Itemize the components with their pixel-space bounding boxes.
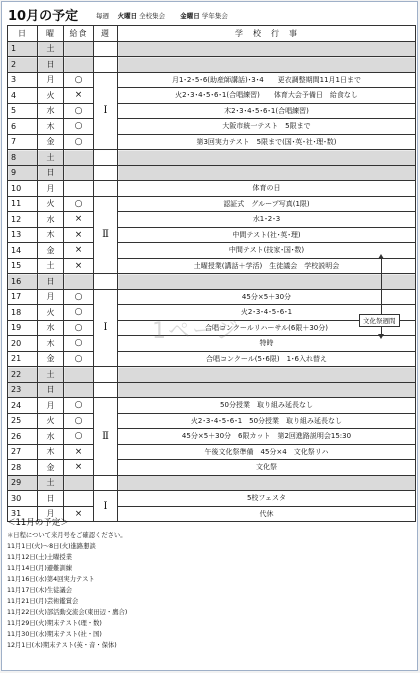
week-cell: Ⅰ [94, 72, 118, 150]
lunch-cell: ○ [64, 429, 94, 445]
date-cell: 7 [8, 134, 38, 150]
event-cell: 特時 [118, 336, 416, 352]
table-row [8, 429, 416, 445]
event-cell [118, 41, 416, 57]
page-title: 10月の予定 [8, 9, 79, 24]
week-cell [94, 367, 118, 383]
lunch-cell [64, 367, 94, 383]
week-cell [94, 150, 118, 166]
week-cell [94, 181, 118, 197]
header-week: 週 [94, 26, 118, 42]
table-row [8, 41, 416, 57]
event-cell: 火2･3･4･5･6･1 50分授業 取り組み延長なし [118, 413, 416, 429]
date-cell: 24 [8, 398, 38, 414]
lunch-cell: ○ [64, 103, 94, 119]
november-title: ＜11月の予定＞ [7, 518, 69, 528]
weekday-cell: 土 [38, 258, 64, 274]
header-event: 学 校 行 事 [118, 26, 416, 42]
lunch-cell: ○ [64, 413, 94, 429]
event-cell: 水1･2･3 [118, 212, 416, 228]
event-cell: 木2･3･4･5･6･1(合唱練習) [118, 103, 416, 119]
lunch-cell: ○ [64, 72, 94, 88]
event-cell: 中間テスト(社･英･理) [118, 227, 416, 243]
event-cell: 合唱コンクールリハーサル(6限＋30分) [118, 320, 416, 336]
lunch-cell: × [64, 258, 94, 274]
november-item: 11月16日(水)第4回実力テスト [7, 576, 95, 583]
date-cell: 14 [8, 243, 38, 259]
event-cell: 50分授業 取り組み延長なし [118, 398, 416, 414]
weekday-cell: 木 [38, 336, 64, 352]
table-row [8, 134, 416, 150]
date-cell: 11 [8, 196, 38, 212]
date-cell: 22 [8, 367, 38, 383]
lunch-cell: ○ [64, 398, 94, 414]
table-row [8, 57, 416, 73]
date-cell: 5 [8, 103, 38, 119]
november-item: 11月30日(水)期末テスト(社・国) [7, 631, 102, 638]
weekday-cell: 水 [38, 103, 64, 119]
arrow-down-icon [378, 334, 384, 339]
lunch-cell: ○ [64, 336, 94, 352]
date-cell: 10 [8, 181, 38, 197]
table-row [8, 212, 416, 228]
weekday-cell: 日 [38, 491, 64, 507]
header-day: 曜 [38, 26, 64, 42]
date-cell: 20 [8, 336, 38, 352]
event-cell: 45分×5＋30分 [118, 289, 416, 305]
date-cell: 19 [8, 320, 38, 336]
meeting-prefix: 毎週 [96, 12, 109, 20]
event-cell: 中間テスト(技家･国･数) [118, 243, 416, 259]
event-cell: 合唱コンクール(5･6限) 1･6入れ替え [118, 351, 416, 367]
tuesday-event: 全校集会 [139, 12, 166, 20]
event-cell: 体育の日 [118, 181, 416, 197]
date-cell: 6 [8, 119, 38, 135]
november-item: 11月29日(火)期末テスト(理・数) [7, 620, 102, 627]
event-cell: 午後文化祭準備 45分×4 文化祭リハ [118, 444, 416, 460]
date-cell: 9 [8, 165, 38, 181]
weekday-cell: 日 [38, 57, 64, 73]
week-cell [94, 165, 118, 181]
week-cell [94, 382, 118, 398]
event-cell [118, 274, 416, 290]
lunch-cell [64, 150, 94, 166]
event-cell [118, 57, 416, 73]
date-cell: 2 [8, 57, 38, 73]
event-cell: 文化祭 [118, 460, 416, 476]
weekday-cell: 土 [38, 367, 64, 383]
event-cell: 認証式 グループ写真(1限) [118, 196, 416, 212]
week-cell [94, 41, 118, 57]
lunch-cell [64, 475, 94, 491]
date-cell: 3 [8, 72, 38, 88]
weekday-cell: 金 [38, 351, 64, 367]
weekday-cell: 月 [38, 181, 64, 197]
november-item: 11月17日(木)生徒議会 [7, 587, 73, 594]
weekday-cell: 月 [38, 72, 64, 88]
lunch-cell: ○ [64, 289, 94, 305]
lunch-cell: × [64, 243, 94, 259]
week-cell: Ⅰ [94, 289, 118, 367]
event-cell [118, 165, 416, 181]
lunch-cell: × [64, 227, 94, 243]
november-item: 11月14日(月)避難訓練 [7, 565, 73, 572]
lunch-cell: ○ [64, 119, 94, 135]
date-cell: 28 [8, 460, 38, 476]
date-cell: 8 [8, 150, 38, 166]
lunch-cell: ○ [64, 351, 94, 367]
lunch-cell [64, 491, 94, 507]
table-row [8, 351, 416, 367]
lunch-cell: × [64, 88, 94, 104]
date-cell: 17 [8, 289, 38, 305]
schedule-sheet [1, 1, 418, 671]
weekday-cell: 土 [38, 41, 64, 57]
weekday-cell: 水 [38, 320, 64, 336]
week-cell [94, 475, 118, 491]
weekday-cell: 木 [38, 444, 64, 460]
table-header-row [8, 26, 416, 42]
event-cell: 大阪市統一テスト 5限まで [118, 119, 416, 135]
table-row [8, 72, 416, 88]
table-row [8, 413, 416, 429]
weekday-cell: 火 [38, 305, 64, 321]
weekday-cell: 火 [38, 88, 64, 104]
date-cell: 4 [8, 88, 38, 104]
table-row [8, 460, 416, 476]
lunch-cell: × [64, 460, 94, 476]
table-row [8, 491, 416, 507]
weekday-cell: 金 [38, 243, 64, 259]
weekday-cell: 土 [38, 150, 64, 166]
lunch-cell [64, 41, 94, 57]
friday-event: 学年集会 [201, 12, 228, 20]
weekday-cell: 金 [38, 460, 64, 476]
event-cell: 土曜授業(講話＋学活) 生徒議会 学校説明会 [118, 258, 416, 274]
weekly-meeting-note [96, 11, 228, 20]
november-item: 12月1日(木)期末テスト(英・音・保体) [7, 642, 117, 649]
table-row [8, 258, 416, 274]
lunch-cell: ○ [64, 320, 94, 336]
event-cell: 45分×5＋30分 6限カット 第2回進路説明会15:30 [118, 429, 416, 445]
november-item: ＊日程について来月号をご確認ください。 [7, 532, 127, 539]
weekday-cell: 火 [38, 413, 64, 429]
header-meal: 給食 [64, 26, 94, 42]
event-cell: 第3回実力テスト 5限まで(国･英･社･理･数) [118, 134, 416, 150]
weekday-cell: 火 [38, 196, 64, 212]
weekday-cell: 木 [38, 119, 64, 135]
lunch-cell: ○ [64, 305, 94, 321]
date-cell: 18 [8, 305, 38, 321]
october-schedule-table [7, 25, 416, 522]
lunch-cell: ○ [64, 134, 94, 150]
table-body [8, 41, 416, 522]
table-row [8, 88, 416, 104]
november-item: 11月22日(火)部活動交流会(東田辺・鷹合) [7, 609, 128, 616]
weekday-cell: 水 [38, 429, 64, 445]
date-cell: 30 [8, 491, 38, 507]
week-cell: Ⅱ [94, 398, 118, 476]
table-row [8, 165, 416, 181]
lunch-cell [64, 57, 94, 73]
table-row [8, 119, 416, 135]
event-cell: 月1･2･5･6(助産師講話)･3･4 更衣調整期間11月1日まで [118, 72, 416, 88]
culture-period-label: 文化祭週間 [359, 314, 400, 327]
weekday-cell: 月 [38, 398, 64, 414]
date-cell: 1 [8, 41, 38, 57]
date-cell: 27 [8, 444, 38, 460]
date-cell: 21 [8, 351, 38, 367]
event-cell: 代休 [118, 506, 416, 522]
header [6, 5, 416, 25]
date-cell: 12 [8, 212, 38, 228]
weekday-cell: 金 [38, 134, 64, 150]
date-cell: 31 [8, 506, 38, 522]
date-cell: 29 [8, 475, 38, 491]
weekday-cell: 日 [38, 382, 64, 398]
lunch-cell [64, 382, 94, 398]
table-row [8, 227, 416, 243]
weekday-cell: 日 [38, 274, 64, 290]
table-row [8, 181, 416, 197]
date-cell: 26 [8, 429, 38, 445]
event-cell [118, 475, 416, 491]
table-row [8, 103, 416, 119]
table-row [8, 274, 416, 290]
lunch-cell: ○ [64, 196, 94, 212]
lunch-cell [64, 181, 94, 197]
table-row [8, 243, 416, 259]
event-cell [118, 382, 416, 398]
date-cell: 13 [8, 227, 38, 243]
table-row [8, 398, 416, 414]
lunch-cell: × [64, 506, 94, 522]
week-cell [94, 274, 118, 290]
weekday-cell: 日 [38, 165, 64, 181]
event-cell [118, 367, 416, 383]
weekday-cell: 木 [38, 227, 64, 243]
november-item: 11月12日(土)土曜授業 [7, 554, 73, 561]
lunch-cell [64, 165, 94, 181]
event-cell: 火2･3･4･5･6･1(合唱練習) 体育大会予備日 給食なし [118, 88, 416, 104]
header-date: 日 [8, 26, 38, 42]
november-item: 11月1日(火)～8日(火)進路懇談 [7, 543, 96, 550]
week-cell: Ⅰ [94, 491, 118, 522]
week-cell: Ⅱ [94, 196, 118, 274]
table-row [8, 367, 416, 383]
event-cell [118, 150, 416, 166]
date-cell: 25 [8, 413, 38, 429]
november-section [7, 516, 415, 651]
page-watermark: 1ページ [152, 319, 240, 344]
date-cell: 15 [8, 258, 38, 274]
weekday-cell: 月 [38, 289, 64, 305]
date-cell: 16 [8, 274, 38, 290]
tuesday-label: 火曜日 [117, 12, 138, 20]
lunch-cell [64, 274, 94, 290]
event-cell: 火2･3･4･5･6･1 [118, 305, 416, 321]
weekday-cell: 土 [38, 475, 64, 491]
lunch-cell: × [64, 444, 94, 460]
table-row [8, 150, 416, 166]
friday-label: 金曜日 [180, 12, 200, 20]
table-row [8, 475, 416, 491]
event-cell: 5校フェスタ [118, 491, 416, 507]
table-row [8, 444, 416, 460]
weekday-cell: 水 [38, 212, 64, 228]
lunch-cell: × [64, 212, 94, 228]
weekday-cell: 月 [38, 506, 64, 522]
week-cell [94, 57, 118, 73]
date-cell: 23 [8, 382, 38, 398]
table-row [8, 196, 416, 212]
november-list [7, 530, 415, 651]
table-row [8, 289, 416, 305]
table-row [8, 382, 416, 398]
november-item: 11月21日(月)芸術鑑賞会 [7, 598, 79, 605]
